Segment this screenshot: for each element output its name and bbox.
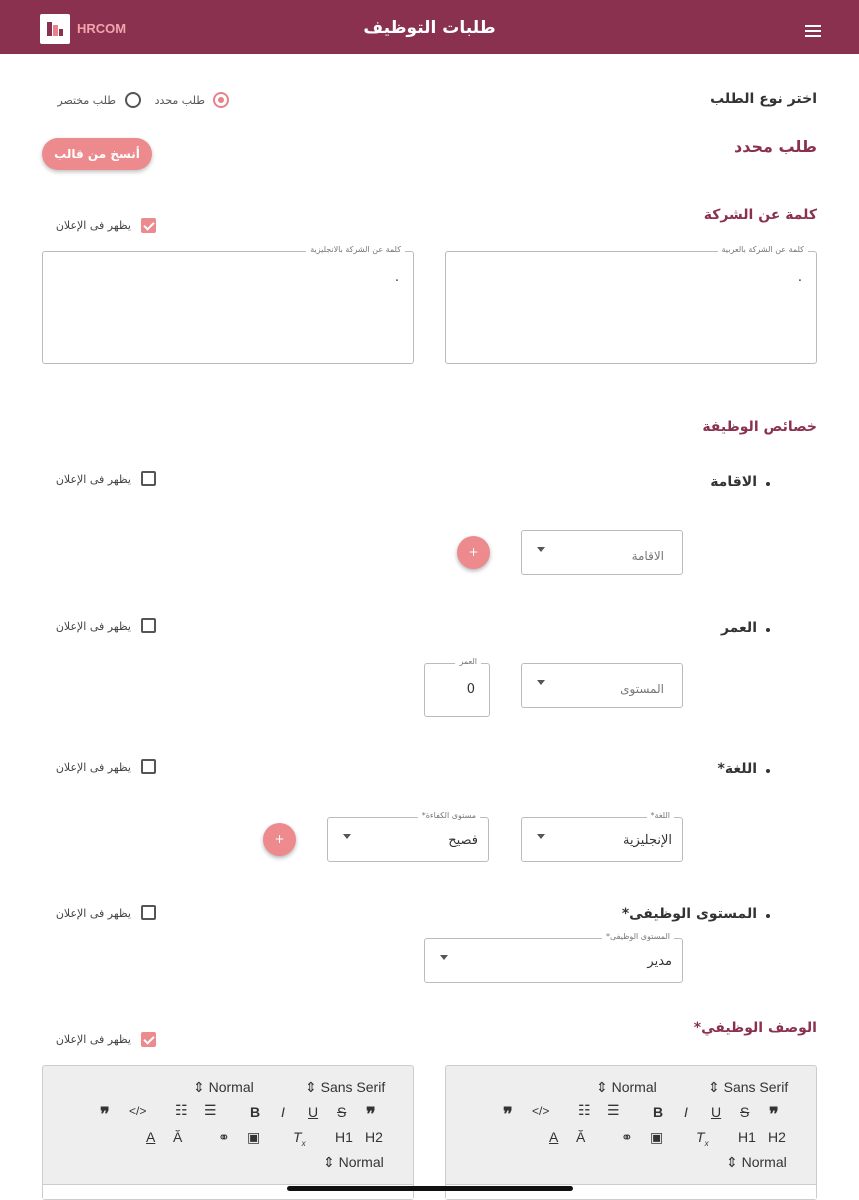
- bold-icon[interactable]: B: [250, 1104, 261, 1120]
- add-language-button[interactable]: [263, 823, 296, 856]
- clear-format-icon[interactable]: $T_x$: [696, 1129, 709, 1148]
- proficiency-value: فصيح: [448, 833, 478, 848]
- chevron-down-icon: [343, 834, 351, 839]
- bullet-list-icon[interactable]: ☰: [204, 1102, 217, 1118]
- home-indicator[interactable]: [287, 1186, 573, 1191]
- language-label: اللغة*: [717, 761, 757, 777]
- residence-select[interactable]: [521, 530, 683, 575]
- code-icon[interactable]: </>: [532, 1104, 550, 1118]
- copy-template-button[interactable]: أنسخ من قالب: [42, 138, 152, 170]
- age-level-placeholder: المستوى: [620, 682, 664, 696]
- plus-icon: +: [274, 832, 285, 846]
- language-select[interactable]: [521, 811, 683, 862]
- size-picker[interactable]: ⇕ Normal: [596, 1079, 657, 1095]
- bold-icon[interactable]: B: [653, 1104, 664, 1120]
- age-value: 0: [466, 682, 475, 697]
- menu-icon[interactable]: [805, 25, 821, 37]
- bullet: [766, 482, 770, 486]
- link-icon[interactable]: ⚭: [218, 1129, 230, 1145]
- career-level-value: مدير: [647, 954, 672, 969]
- company-arabic-textarea[interactable]: [445, 245, 817, 364]
- radio-specific-request[interactable]: [213, 92, 229, 108]
- request-heading: طلب محدد: [734, 137, 817, 156]
- font-picker[interactable]: ⇕ Sans Serif: [305, 1079, 386, 1095]
- description-arabic-editor[interactable]: [445, 1065, 817, 1200]
- brand-name: HRCOM: [77, 21, 127, 36]
- job-description-show-label: يظهر فى الإعلان: [55, 1033, 131, 1046]
- language-value: الإنجليزية: [622, 833, 672, 848]
- job-props-title: خصائص الوظيفة: [702, 419, 817, 435]
- radio-specific-label: طلب محدد: [154, 94, 205, 107]
- quote-icon[interactable]: ❞: [100, 1104, 110, 1124]
- plus-icon: +: [468, 545, 479, 559]
- code-icon[interactable]: </>: [129, 1104, 147, 1118]
- language-show-label: يظهر فى الإعلان: [55, 761, 131, 774]
- page-title: طلبات التوظيف: [363, 18, 496, 38]
- job-description-title: الوصف الوظيفي*: [693, 1020, 817, 1036]
- blockquote-icon[interactable]: ❞: [769, 1104, 779, 1124]
- quote-icon[interactable]: ❞: [503, 1104, 513, 1124]
- ordered-list-icon[interactable]: ☷: [578, 1102, 591, 1118]
- underline-icon[interactable]: U: [308, 1104, 319, 1120]
- italic-icon[interactable]: I: [684, 1104, 688, 1120]
- career-level-select[interactable]: [424, 932, 683, 983]
- image-icon[interactable]: ▣: [247, 1129, 261, 1145]
- h1-icon[interactable]: H1: [335, 1129, 353, 1145]
- company-english-value: .: [394, 270, 399, 285]
- add-residence-button[interactable]: [457, 536, 490, 569]
- bullet-list-icon[interactable]: ☰: [607, 1102, 620, 1118]
- chevron-down-icon: [537, 680, 545, 685]
- size-picker[interactable]: ⇕ Normal: [193, 1079, 254, 1095]
- residence-placeholder: الاقامة: [631, 549, 664, 563]
- background-color-icon[interactable]: Ă: [576, 1129, 586, 1145]
- company-arabic-value: .: [797, 270, 802, 285]
- age-show-label: يظهر فى الإعلان: [55, 620, 131, 633]
- chevron-down-icon: [537, 834, 545, 839]
- bullet: [766, 628, 770, 632]
- company-english-textarea[interactable]: [42, 245, 414, 364]
- company-show-label: يظهر فى الإعلان: [55, 219, 131, 232]
- company-section-title: كلمة عن الشركة: [703, 207, 817, 223]
- background-color-icon[interactable]: Ă: [173, 1129, 183, 1145]
- strike-icon[interactable]: S: [740, 1104, 750, 1120]
- h2-icon[interactable]: H2: [365, 1129, 383, 1145]
- age-legend: العمر: [455, 657, 481, 666]
- chevron-down-icon: [440, 955, 448, 960]
- h2-icon[interactable]: H2: [768, 1129, 786, 1145]
- chevron-down-icon: [537, 547, 545, 552]
- bullet: [766, 914, 770, 918]
- residence-label: الاقامة: [710, 474, 757, 490]
- radio-brief-request[interactable]: [125, 92, 141, 108]
- residence-show-label: يظهر فى الإعلان: [55, 473, 131, 486]
- link-icon[interactable]: ⚭: [621, 1129, 633, 1145]
- career-level-legend: المستوى الوظيفى*: [602, 932, 674, 941]
- company-show-checkbox[interactable]: [141, 218, 156, 233]
- clear-format-icon[interactable]: $T_x$: [293, 1129, 306, 1148]
- age-label: العمر: [720, 620, 757, 636]
- italic-icon[interactable]: I: [281, 1104, 285, 1120]
- heading-picker[interactable]: ⇕ Normal: [726, 1154, 787, 1170]
- language-legend: اللغة*: [647, 811, 674, 820]
- radio-brief-label: طلب مختصر: [57, 94, 116, 107]
- text-color-icon[interactable]: A: [549, 1129, 559, 1145]
- career-level-show-checkbox[interactable]: [141, 905, 156, 920]
- company-arabic-legend: كلمة عن الشركة بالعربية: [718, 245, 808, 254]
- language-show-checkbox[interactable]: [141, 759, 156, 774]
- heading-picker[interactable]: ⇕ Normal: [323, 1154, 384, 1170]
- career-level-label: المستوى الوظيفى*: [621, 906, 757, 922]
- bullet: [766, 769, 770, 773]
- underline-icon[interactable]: U: [711, 1104, 722, 1120]
- image-icon[interactable]: ▣: [650, 1129, 664, 1145]
- font-picker[interactable]: ⇕ Sans Serif: [708, 1079, 789, 1095]
- age-show-checkbox[interactable]: [141, 618, 156, 633]
- description-english-editor[interactable]: [42, 1065, 414, 1200]
- proficiency-select[interactable]: [327, 811, 489, 862]
- blockquote-icon[interactable]: ❞: [366, 1104, 376, 1124]
- career-level-show-label: يظهر فى الإعلان: [55, 907, 131, 920]
- text-color-icon[interactable]: A: [146, 1129, 156, 1145]
- h1-icon[interactable]: H1: [738, 1129, 756, 1145]
- job-description-show-checkbox[interactable]: [141, 1032, 156, 1047]
- proficiency-legend: مستوى الكفاءة*: [418, 811, 480, 820]
- age-level-select[interactable]: [521, 663, 683, 708]
- age-input[interactable]: [424, 657, 490, 717]
- strike-icon[interactable]: S: [337, 1104, 347, 1120]
- request-type-label: اختر نوع الطلب: [710, 91, 817, 107]
- company-english-legend: كلمة عن الشركة بالانجليزية: [306, 245, 405, 254]
- residence-show-checkbox[interactable]: [141, 471, 156, 486]
- ordered-list-icon[interactable]: ☷: [175, 1102, 188, 1118]
